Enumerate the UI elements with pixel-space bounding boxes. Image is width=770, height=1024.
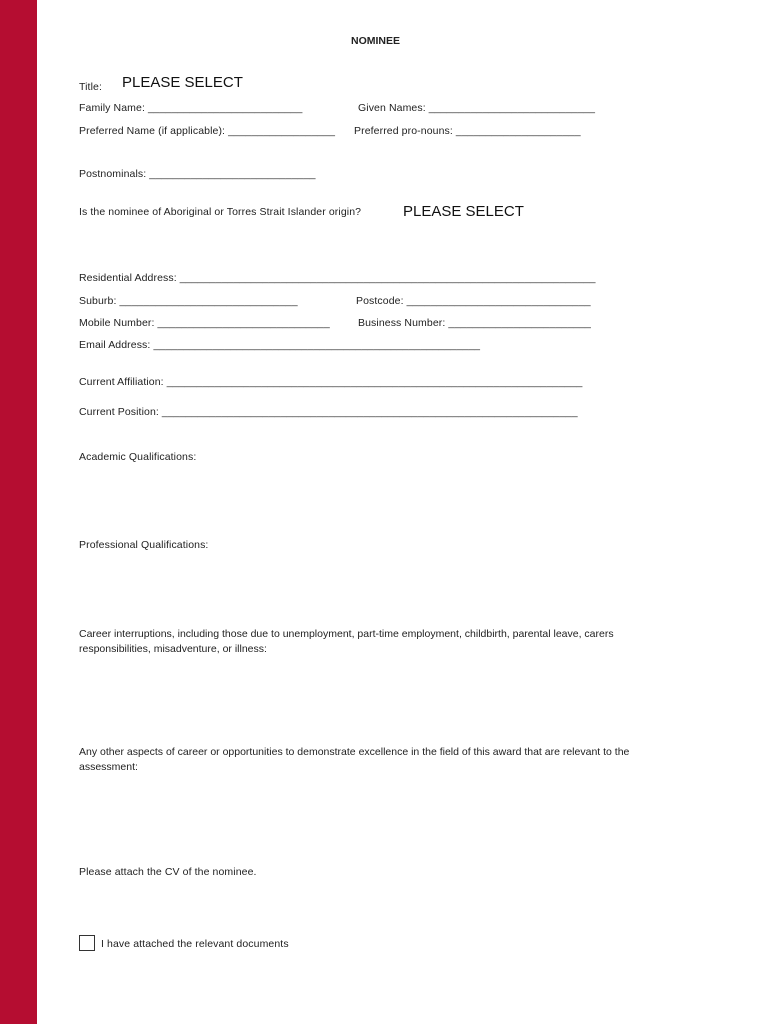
- preferred-pronouns-field[interactable]: Preferred pro-nouns: _____________________: [354, 125, 581, 137]
- family-name-field[interactable]: Family Name: __________________________: [79, 102, 303, 114]
- attach-cv-instruction: Please attach the CV of the nominee.: [79, 866, 257, 878]
- career-interruptions-label: Career interruptions, including those due to unemployment, part-time employment, childbirth, parental leave, carers responsibilities, misadventure, or illness:: [79, 628, 614, 655]
- email-address-field[interactable]: Email Address: _______________________________________________________: [79, 339, 481, 351]
- attached-documents-label: I have attached the relevant documents: [101, 938, 289, 950]
- mobile-number-field[interactable]: Mobile Number: _____________________________: [79, 317, 330, 329]
- suburb-field[interactable]: Suburb: ______________________________: [79, 295, 298, 307]
- business-number-field[interactable]: Business Number: ________________________: [358, 317, 591, 329]
- given-names-field[interactable]: Given Names: ____________________________: [358, 102, 596, 114]
- title-select[interactable]: PLEASE SELECT: [122, 74, 243, 91]
- section-heading: NOMINEE: [351, 35, 401, 47]
- aboriginal-select[interactable]: PLEASE SELECT: [403, 203, 524, 220]
- postcode-field[interactable]: Postcode: _______________________________: [356, 295, 591, 307]
- side-color-bar: [0, 0, 37, 1024]
- title-label: Title:: [79, 81, 102, 93]
- professional-qualifications-label: Professional Qualifications:: [79, 539, 209, 551]
- current-affiliation-field[interactable]: Current Affiliation: ______________________________________________________________________: [79, 376, 583, 388]
- aboriginal-question: Is the nominee of Aboriginal or Torres Strait Islander origin?: [79, 206, 362, 218]
- preferred-name-field[interactable]: Preferred Name (if applicable): __________________: [79, 125, 336, 137]
- attached-documents-checkbox[interactable]: [79, 935, 95, 951]
- postnominals-field[interactable]: Postnominals: ____________________________: [79, 168, 316, 180]
- residential-address-field[interactable]: Residential Address: ______________________________________________________________________: [79, 272, 596, 284]
- current-position-field[interactable]: Current Position: ______________________________________________________________________: [79, 406, 578, 418]
- academic-qualifications-label: Academic Qualifications:: [79, 451, 197, 463]
- other-aspects-label: Any other aspects of career or opportunities to demonstrate excellence in the field of this award that are relevant to the assessment:: [79, 746, 630, 773]
